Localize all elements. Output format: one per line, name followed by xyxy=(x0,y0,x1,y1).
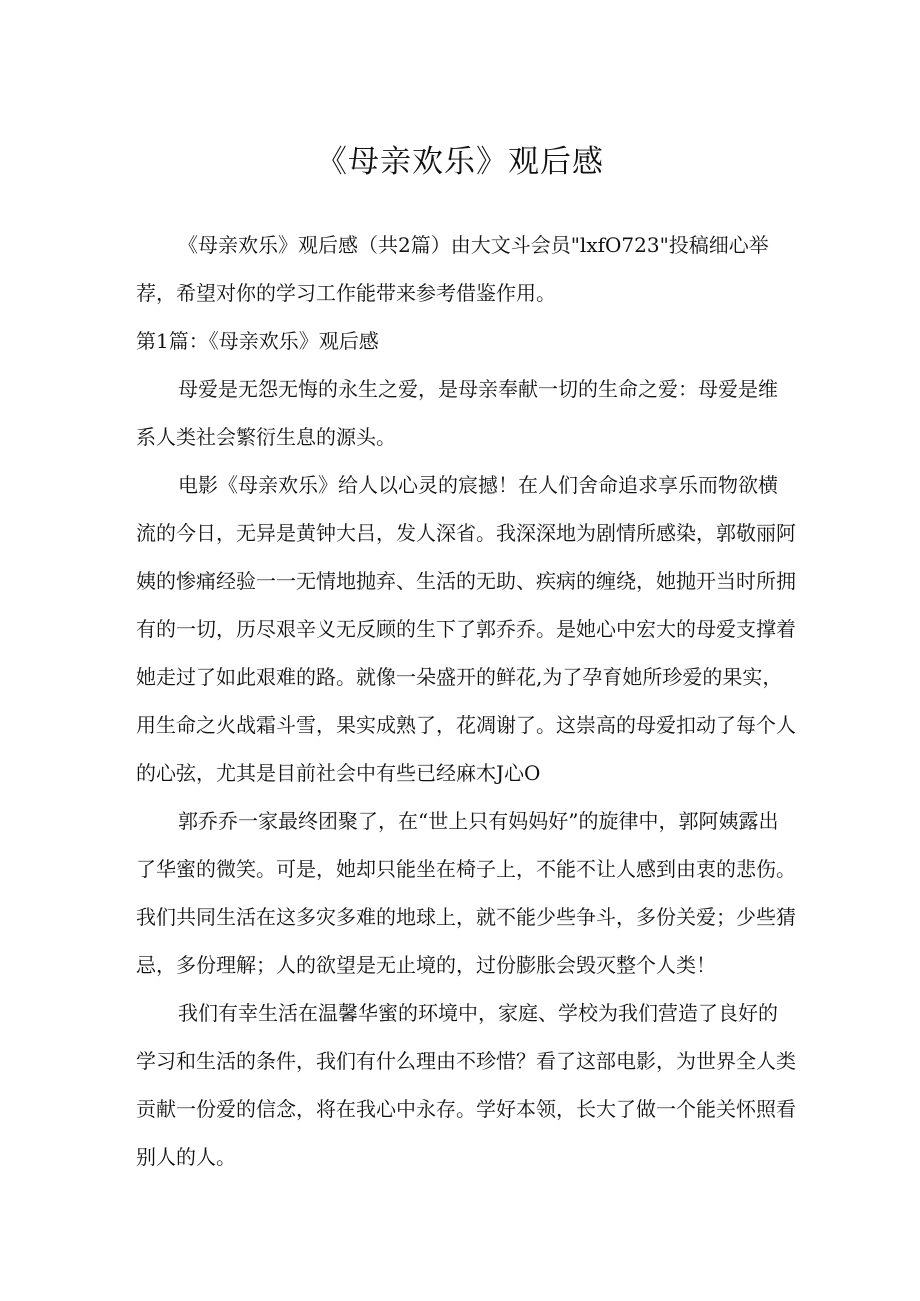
body-paragraph: 我们有幸生活在温馨华蜜的环境中，家庭、学校为我们营造了良好的学习和生活的条件，我们有什么理由不珍惜？看了这部电影，为世界全人类贡献一份爱的信念，将在我心中永存。学好本领，长大了做一个能关怀照看别人的人。 xyxy=(136,1001,796,1169)
document-body xyxy=(136,221,796,1181)
intro-paragraph: 《母亲欢乐》观后感（共2篇）由大文斗会员"lxfO723"投稿细心举荐，希望对你的学习工作能带来参考借鉴作用。 xyxy=(136,233,769,305)
section-heading: 第1篇：《母亲欢乐》观后感 xyxy=(136,329,379,353)
body-paragraph: 电影《母亲欢乐》给人以心灵的宸撼！在人们舍命追求享乐而物欲横流的今日，无异是黄钟大吕，发人深省。我深深地为剧情所感染，郭敬丽阿姨的惨痛经验一一无情地抛弃、生活的无助、疾病的缠绕，她抛开当时所拥有的一切，历尽艰辛义无反顾的生下了郭乔乔。是她心中宏大的母爱支撑着她走过了如此艰难的路。就像一朵盛开的鲜花,为了孕育她所珍爱的果实，用生命之火战霜斗雪，果实成熟了，花凋谢了。这崇高的母爱扣动了每个人的心弦，尤其是目前社会中有些已经麻木J心O xyxy=(136,473,796,785)
body-paragraph: 母爱是无怨无悔的永生之爱，是母亲奉献一切的生命之爱：母爱是维系人类社会繁衍生息的源头。 xyxy=(136,377,778,449)
page-title: 《母亲欢乐》观后感 xyxy=(316,144,604,180)
body-paragraph: 郭乔乔一家最终团聚了，在“世上只有妈妈好”的旋律中，郭阿姨露出了华蜜的微笑。可是，她却只能坐在椅子上，不能不让人感到由衷的悲伤。我们共同生活在这多灾多难的地球上，就不能少些争斗，多份关爱；少些猜忌，多份理解；人的欲望是无止境的，过份膨胀会毁灭整个人类！ xyxy=(136,809,796,977)
